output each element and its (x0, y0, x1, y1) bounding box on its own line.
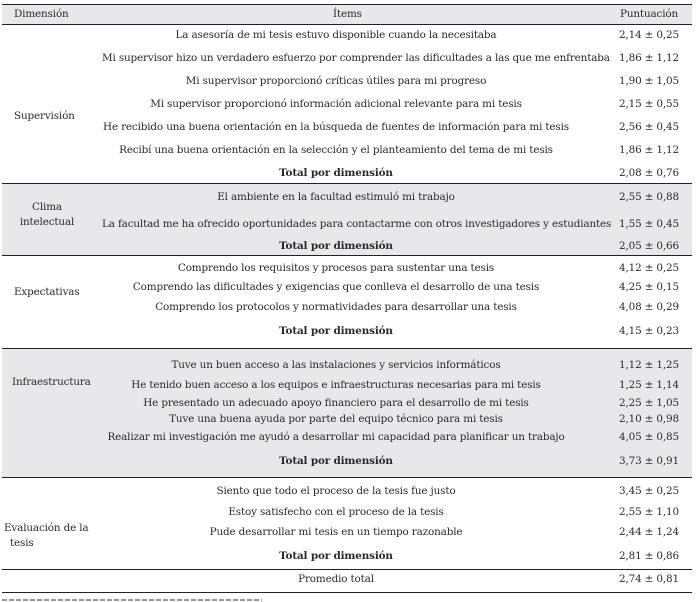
table-row (2, 25, 692, 48)
header-dimension: Dimensión (14, 8, 69, 20)
dimension-label-line2: tesis (10, 537, 34, 549)
total-row (2, 450, 692, 477)
item-score: 4,25 ± 0,15 (619, 281, 679, 293)
item-text: Tuve una buena ayuda por parte del equipo técnico para mi tesis (169, 413, 503, 425)
item-text: Comprendo los protocolos y normatividades para desarrollar una tesis (155, 301, 517, 313)
table-row (2, 278, 692, 297)
grand-total-score: 2,74 ± 0,81 (619, 573, 679, 585)
group-supervision (2, 25, 692, 184)
item-score: 2,56 ± 0,45 (619, 121, 679, 133)
group-clima-intelectual (2, 184, 692, 257)
item-score: 2,15 ± 0,55 (619, 98, 679, 110)
item-text: La asesoría de mi tesis estuvo disponible cuando la necesitaba (175, 29, 497, 41)
total-row (2, 545, 692, 569)
item-score: 4,08 ± 0,29 (619, 301, 679, 313)
item-score: 1,55 ± 0,45 (619, 217, 679, 230)
dimension-label: Supervisión (14, 110, 75, 122)
table-row (2, 522, 692, 545)
item-score: 2,55 ± 0,88 (619, 190, 679, 203)
item-score: 1,86 ± 1,12 (619, 52, 679, 64)
group-evaluacion-tesis (2, 478, 692, 570)
item-text: He recibido una buena orientación en la búsqueda de fuentes de información para mi tesis (103, 121, 569, 133)
item-score: 4,05 ± 0,85 (619, 431, 679, 443)
header-score: Puntuación (620, 8, 679, 20)
total-label: Total por dimensión (279, 455, 393, 467)
table-row (2, 94, 692, 117)
item-score: 4,12 ± 0,25 (619, 262, 679, 274)
table-row (2, 478, 692, 501)
item-score: 2,25 ± 1,05 (619, 397, 679, 409)
table-row (2, 412, 692, 430)
group-infraestructura (2, 349, 692, 478)
item-text: Mi supervisor hizo un verdadero esfuerzo por comprender las dificultades a las que me enfrentaba (102, 52, 610, 64)
total-label: Total por dimensión (279, 167, 393, 179)
item-text: Mi supervisor proporcionó críticas útiles para mi progreso (185, 75, 487, 87)
table-row (2, 48, 692, 71)
clipped-footnote-line (2, 599, 262, 601)
item-text: Siento que todo el proceso de la tesis fue justo (216, 485, 456, 497)
item-text: Pude desarrollar mi tesis en un tiempo razonable (209, 526, 463, 538)
item-score: 1,12 ± 1,25 (619, 359, 679, 371)
item-score: 1,90 ± 1,05 (619, 75, 679, 87)
total-score: 3,73 ± 0,91 (619, 455, 679, 467)
clipped-footnote (2, 598, 262, 602)
table-row (2, 211, 692, 236)
table-row (2, 395, 692, 412)
total-score: 2,81 ± 0,86 (619, 550, 679, 562)
dimension-label: Infraestructura (12, 376, 91, 388)
group-expectativas (2, 256, 692, 349)
grand-total-row (2, 570, 692, 593)
item-text: El ambiente en la facultad estimuló mi trabajo (217, 190, 455, 203)
grand-total-label: Promedio total (298, 573, 374, 585)
table-row (2, 184, 692, 211)
total-score: 2,05 ± 0,66 (619, 239, 679, 252)
total-row (2, 163, 692, 183)
table-row (2, 297, 692, 319)
total-label: Total por dimensión (279, 325, 393, 337)
table-row (2, 501, 692, 522)
table-header (2, 4, 692, 25)
results-table (2, 4, 692, 593)
total-score: 2,08 ± 0,76 (619, 167, 679, 179)
total-label: Total por dimensión (279, 239, 393, 252)
dimension-label-line2: intelectual (19, 215, 75, 228)
item-score: 2,10 ± 0,98 (619, 413, 679, 425)
item-text: Mi supervisor proporcionó información adicional relevante para mi tesis (150, 98, 522, 110)
table-row (2, 117, 692, 140)
item-text: Realizar mi investigación me ayudó a desarrollar mi capacidad para planificar un trabajo (107, 431, 565, 443)
total-label: Total por dimensión (279, 550, 393, 562)
item-text: Estoy satisfecho con el proceso de la tesis (228, 506, 444, 518)
item-score: 2,55 ± 1,10 (619, 506, 679, 518)
table-row (2, 71, 692, 94)
table-row (2, 140, 692, 163)
table-row (2, 430, 692, 450)
item-text: He presentado un adecuado apoyo financiero para el desarrollo de mi tesis (143, 397, 529, 409)
dimension-label: Expectativas (14, 286, 80, 298)
item-score: 2,14 ± 0,25 (619, 29, 679, 41)
item-text: Comprendo los requisitos y procesos para sustentar una tesis (177, 262, 495, 274)
item-text: La facultad me ha ofrecido oportunidades para contactarme con otros investigadores y estudiantes (102, 217, 612, 230)
table-row (2, 256, 692, 278)
item-score: 2,44 ± 1,24 (619, 526, 679, 538)
item-score: 1,25 ± 1,14 (619, 379, 679, 391)
total-score: 4,15 ± 0,23 (619, 325, 679, 337)
dimension-label-line1: Clima (32, 200, 62, 213)
total-row (2, 319, 692, 348)
table-row (2, 349, 692, 376)
table-row (2, 376, 692, 395)
dimension-label-line1: Evaluación de la (4, 522, 89, 534)
item-score: 1,86 ± 1,12 (619, 144, 679, 156)
total-row (2, 236, 692, 256)
item-text: Tuve un buen acceso a las instalaciones y servicios informáticos (171, 359, 501, 371)
item-text: Comprendo las dificultades y exigencias que conlleva el desarrollo de una tesis (132, 281, 540, 293)
item-text: He tenido buen acceso a los equipos e infraestructuras necesarias para mi tesis (131, 379, 541, 391)
header-items: Ítems (333, 8, 362, 20)
item-text: Recibí una buena orientación en la selección y el planteamiento del tema de mi tesis (119, 144, 553, 156)
item-score: 3,45 ± 0,25 (619, 485, 679, 497)
